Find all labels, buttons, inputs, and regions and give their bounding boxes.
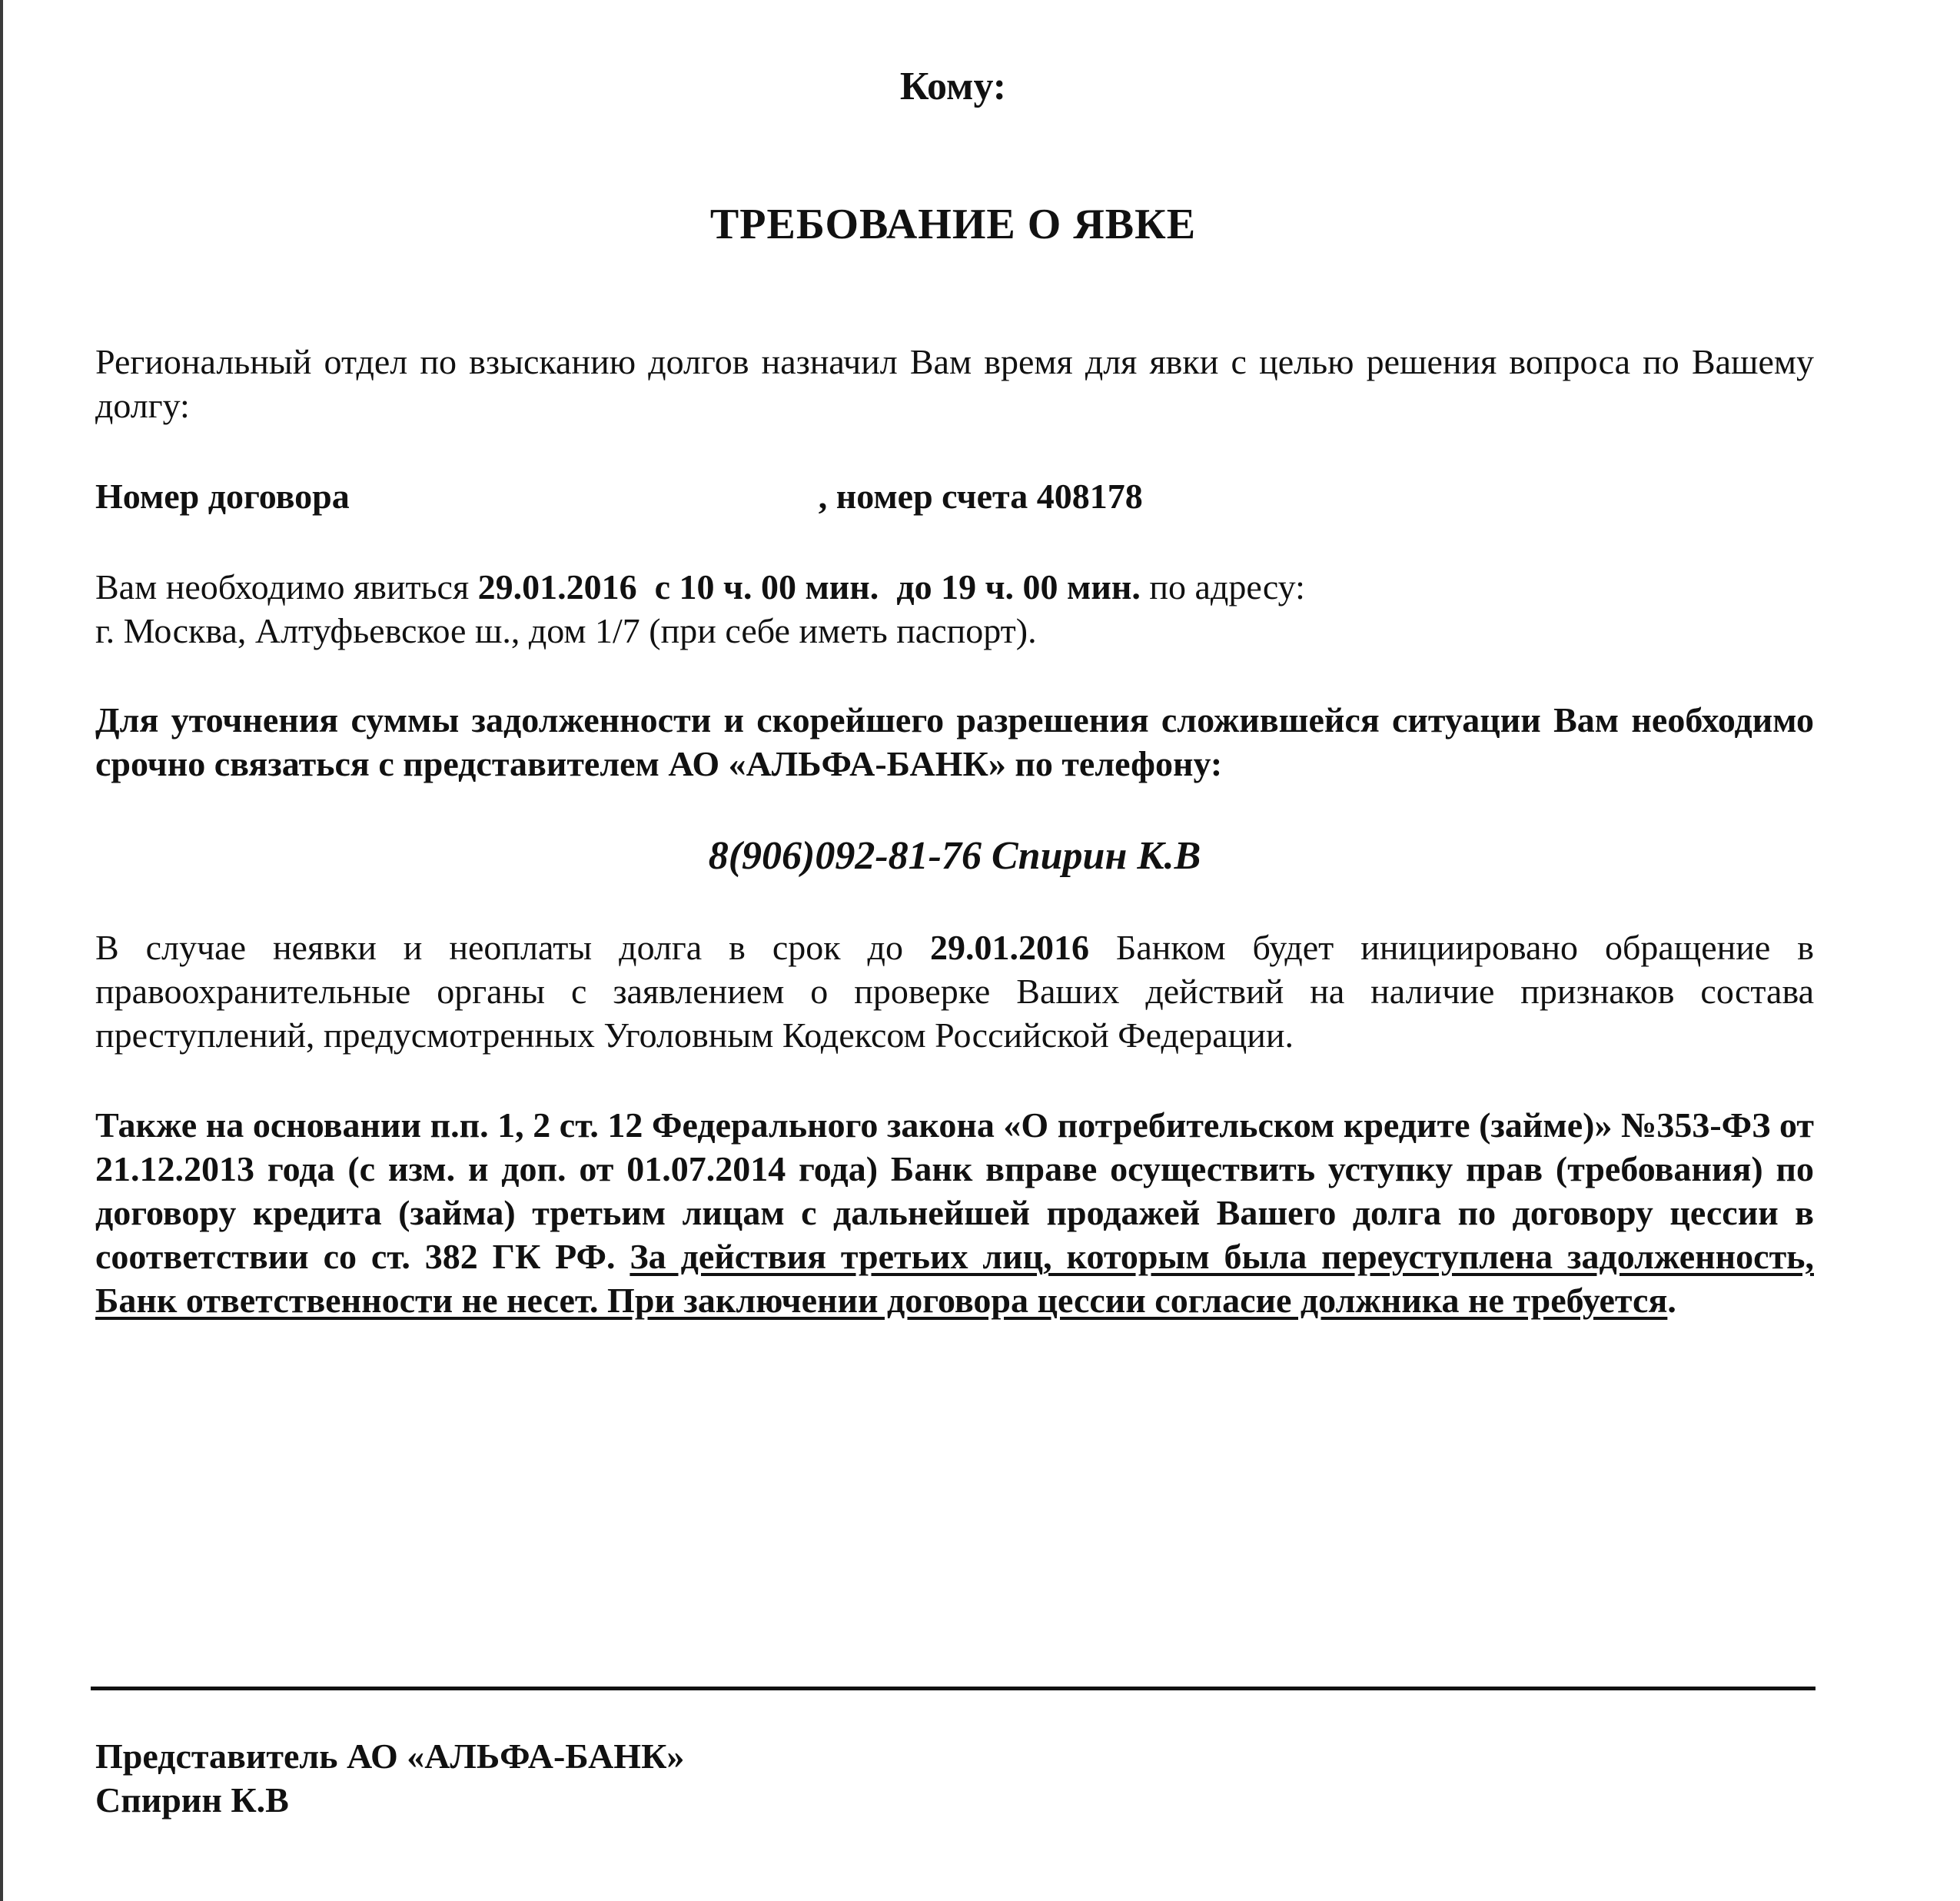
warning-paragraph <box>95 926 1814 1057</box>
account-label: , номер счета <box>818 477 1028 516</box>
law-underlined-text: За действия третьих лиц, которым была переуступлена задолженность, Банк ответственности не несет. При заключении договора цессии согласие должника не требуется <box>95 1237 1814 1320</box>
account-value: 408178 <box>1036 477 1143 516</box>
appointment-address: г. Москва, Алтуфьевское ш., дом 1/7 (при себе иметь паспорт). <box>95 611 1037 650</box>
document-title: ТРЕБОВАНИЕ О ЯВКЕ <box>709 201 1197 248</box>
intro-paragraph: Региональный отдел по взысканию долгов назначил Вам время для явки с целью решения вопроса по Вашему долгу: <box>95 342 1814 425</box>
phone-contact-line: 8(906)092-81-76 Спирин К.В <box>708 834 1201 878</box>
contract-line <box>95 474 1814 518</box>
warning-deadline: 29.01.2016 <box>929 928 1089 967</box>
addressee-label: Кому: <box>899 65 1007 108</box>
appointment-date: 29.01.2016 <box>477 567 637 607</box>
address-intro: по адресу: <box>1149 567 1305 607</box>
law-paragraph <box>95 1103 1814 1322</box>
signature-role: Представитель АО «АЛЬФА-БАНК» <box>95 1736 685 1776</box>
signature-divider <box>91 1687 1815 1690</box>
warning-part2: Банком будет инициировано обращение в правоохранительные органы с заявлением о проверке Ваших действий на наличие признаков состава преступлений, предусмотренных Уголовным Кодексом Российской Федерации. <box>95 928 1814 1055</box>
scan-left-edge <box>0 0 3 1901</box>
law-plain-text: Также на основании п.п. 1, 2 ст. 12 Федерального закона «О потребительском кредите (займе)» №353-ФЗ от 21.12.2013 года (с изм. и доп. от 01.07.2014 года) Банк вправе осуществить уступку прав (требования) по договору кредита (займа) третьим лицам с дальнейшей продажей Вашего долга по договору цессии в соответствии со ст. 382 ГК РФ. <box>95 1105 1814 1276</box>
appointment-time-to: до 19 ч. 00 мин. <box>896 567 1141 607</box>
warning-part1: В случае неявки и неоплаты долга в срок до <box>95 928 903 967</box>
signature-block <box>95 1734 1814 1822</box>
appointment-prefix: Вам необходимо явиться <box>95 567 470 607</box>
law-end-punct: . <box>1667 1281 1676 1320</box>
appointment-paragraph <box>95 565 1814 653</box>
contact-notice: Для уточнения суммы задолженности и скорейшего разрешения сложившейся ситуации Вам необходимо срочно связаться с представителем АО «АЛЬФА-БАНК» по телефону: <box>95 700 1814 783</box>
appointment-time-from: с 10 ч. 00 мин. <box>654 567 879 607</box>
signature-name: Спирин К.В <box>95 1780 289 1820</box>
contract-number-label: Номер договора <box>95 477 350 516</box>
